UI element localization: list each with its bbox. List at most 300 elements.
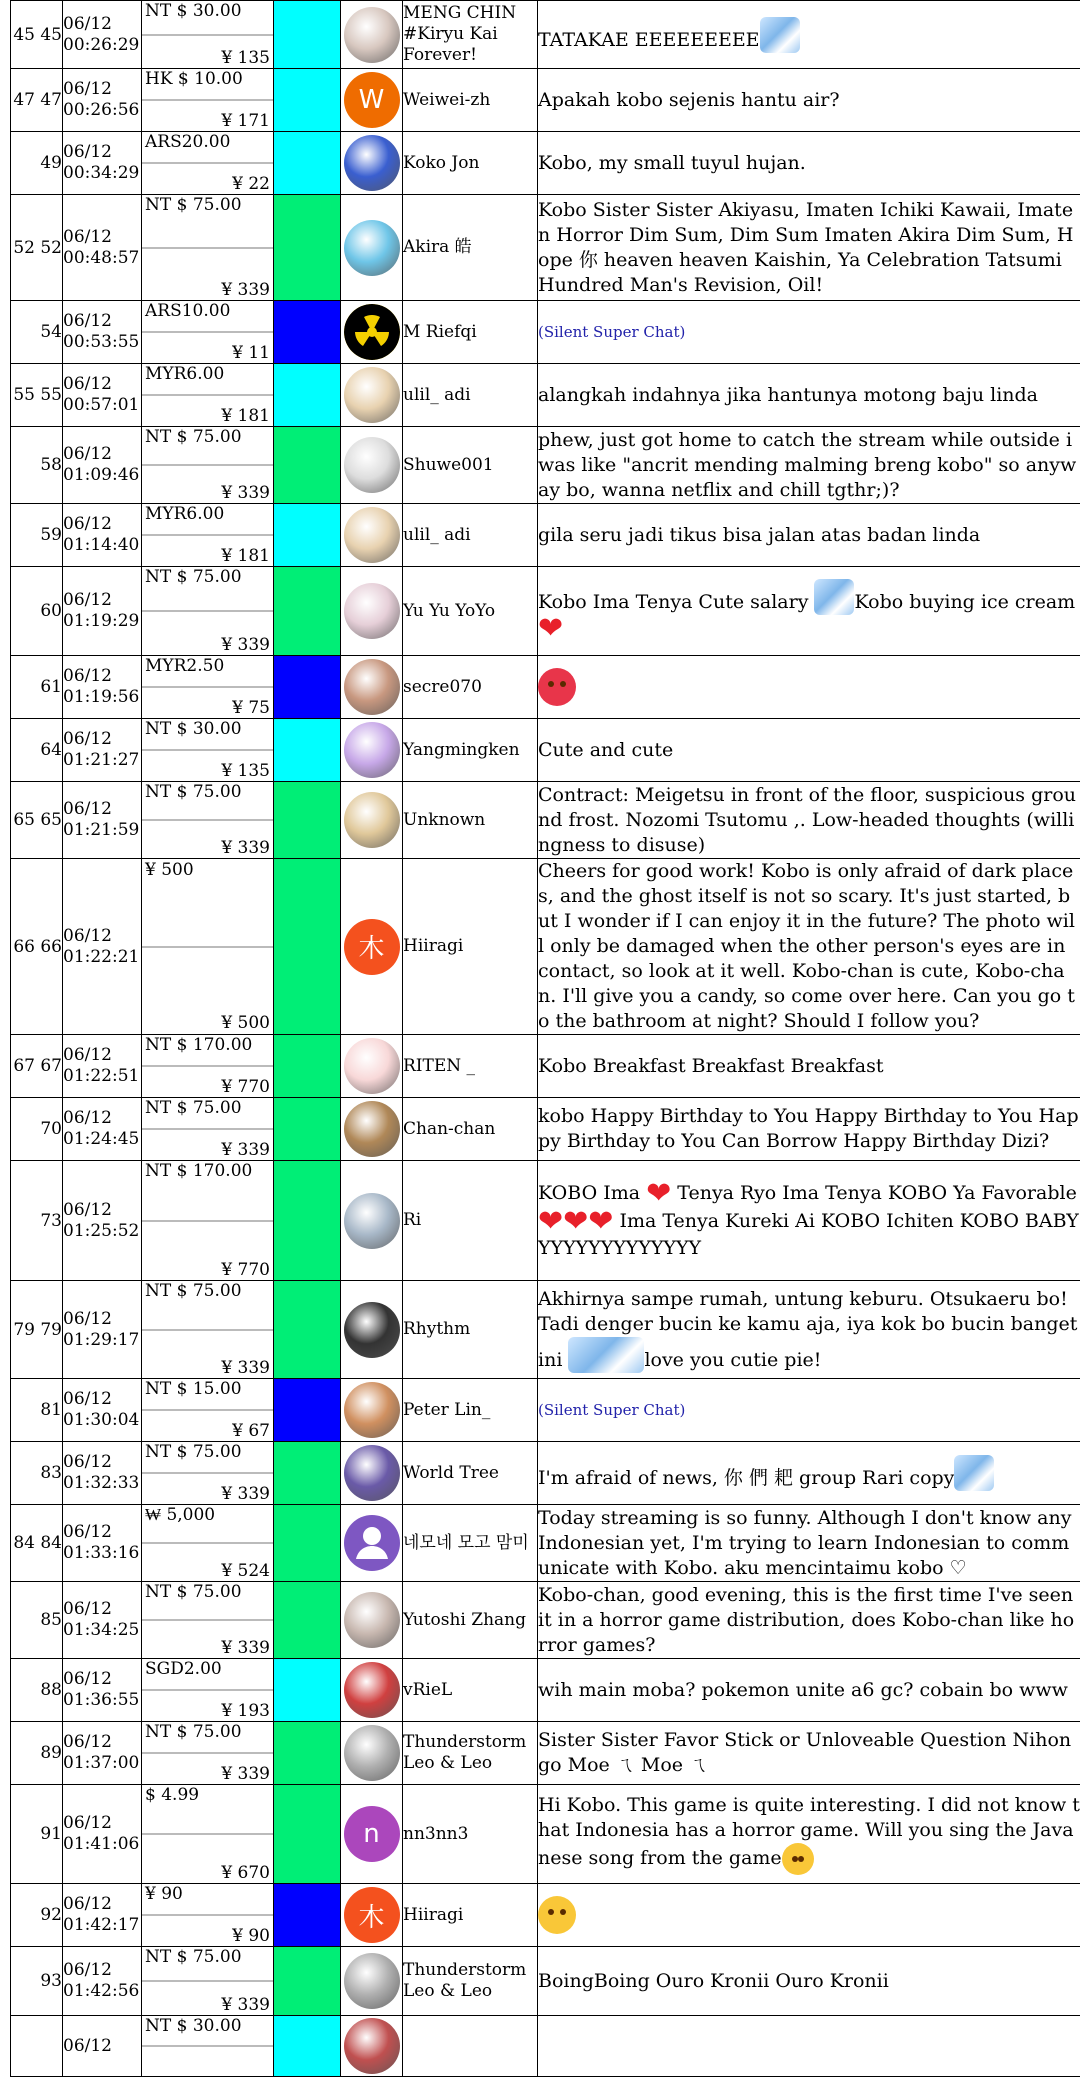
row-index: 65 65 [11, 782, 63, 859]
silent-superchat-label: (Silent Super Chat) [538, 1401, 685, 1419]
amount-cell [142, 301, 274, 364]
tier-color-cell [274, 1785, 341, 1884]
avatar-cell [341, 1, 403, 69]
superchat-row [11, 859, 1080, 1035]
message-cell [538, 656, 1080, 719]
yen-amount: ¥ 339 [142, 466, 273, 503]
message-cell [538, 1722, 1080, 1785]
photo-avatar-icon[interactable] [344, 1302, 400, 1358]
avatar-cell [341, 1947, 403, 2016]
superchat-row [11, 1659, 1080, 1722]
yen-amount: ¥ 135 [142, 751, 273, 781]
row-index: 91 [11, 1785, 63, 1884]
avatar-cell [341, 132, 403, 195]
angry-face-emoji-icon [538, 668, 576, 706]
tier-color-cell [274, 1659, 341, 1722]
message-text-part: love you cutie pie! [644, 1349, 821, 1371]
message-text: wih main moba? pokemon unite a6 gc? cobain bo www [538, 1679, 1068, 1701]
timestamp-cell [63, 1, 142, 69]
yen-amount: ¥ 181 [142, 536, 273, 566]
message-text: Contract: Meigetsu in front of the floor, suspicious ground frost. Nozomi Tsutomu ,. Low-headed thoughts (willingness to disuse) [538, 784, 1076, 856]
message-cell [538, 1098, 1080, 1161]
amount-cell [142, 1098, 274, 1161]
yen-amount: ¥ 181 [142, 396, 273, 426]
photo-avatar-icon[interactable] [344, 1592, 400, 1648]
time: 01:21:59 [63, 820, 141, 841]
amount-cell [142, 1659, 274, 1722]
user-name: Hiiragi [403, 859, 538, 1035]
photo-avatar-icon[interactable] [344, 437, 400, 493]
user-name: vRieL [403, 1659, 538, 1722]
photo-avatar-icon[interactable] [344, 792, 400, 848]
date: 06/12 [63, 1045, 141, 1066]
amount-cell [142, 1035, 274, 1098]
superchat-row [11, 1442, 1080, 1505]
message-cell [538, 1947, 1080, 2016]
message-text-part: Kobo buying ice cream [854, 591, 1075, 613]
superchat-row [11, 1098, 1080, 1161]
time: 00:48:57 [63, 248, 141, 269]
original-amount: NT $ 75.00 [142, 567, 273, 612]
tier-color-cell [274, 1442, 341, 1505]
user-name: M Riefqi [403, 301, 538, 364]
photo-avatar-icon[interactable] [344, 1193, 400, 1249]
timestamp-cell [63, 1884, 142, 1947]
superchat-row [11, 1722, 1080, 1785]
original-amount: NT $ 75.00 [142, 782, 273, 821]
row-index: 89 [11, 1722, 63, 1785]
time: 00:34:29 [63, 163, 141, 184]
user-name: Yu Yu YoYo [403, 567, 538, 656]
amount-cell [142, 364, 274, 427]
avatar-cell [341, 719, 403, 782]
message-text: TATAKAE EEEEEEEEE [538, 29, 760, 51]
row-index: 83 [11, 1442, 63, 1505]
amount-cell [142, 1722, 274, 1785]
message-cell [538, 1884, 1080, 1947]
message-cell [538, 1442, 1080, 1505]
original-amount: NT $ 75.00 [142, 1722, 273, 1754]
row-index: 52 52 [11, 195, 63, 301]
original-amount: NT $ 30.00 [142, 719, 273, 751]
message-cell [538, 1281, 1080, 1379]
row-index: 88 [11, 1659, 63, 1722]
person-avatar-icon[interactable] [344, 1515, 400, 1571]
original-amount: ₩ 5,000 [142, 1505, 273, 1544]
photo-avatar-icon[interactable] [344, 507, 400, 563]
superchat-row [11, 719, 1080, 782]
superchat-row [11, 69, 1080, 132]
yen-amount: ¥ 339 [142, 1130, 273, 1160]
photo-avatar-icon[interactable] [344, 1382, 400, 1438]
user-name: Ri [403, 1161, 538, 1281]
timestamp-cell [63, 427, 142, 504]
original-amount: HK $ 10.00 [142, 69, 273, 101]
avatar-cell [341, 1582, 403, 1659]
user-name: Thunderstorm Leo & Leo [403, 1722, 538, 1785]
avatar-cell [341, 859, 403, 1035]
yen-amount: ¥ 193 [142, 1691, 273, 1721]
timestamp-cell [63, 1161, 142, 1281]
timestamp-cell [63, 656, 142, 719]
tier-color-cell [274, 69, 341, 132]
message-cell [538, 567, 1080, 656]
avatar-cell [341, 1098, 403, 1161]
yen-amount: ¥ 524 [142, 1544, 273, 1581]
photo-avatar-icon[interactable] [344, 2018, 400, 2074]
radiation-icon[interactable] [344, 304, 400, 360]
original-amount: NT $ 75.00 [142, 1442, 273, 1474]
tier-color-cell [274, 859, 341, 1035]
message-text: alangkah indahnya jika hantunya motong baju linda [538, 384, 1038, 406]
tier-color-cell [274, 1281, 341, 1379]
user-name: secre070 [403, 656, 538, 719]
photo-avatar-icon[interactable] [344, 135, 400, 191]
row-index: 55 55 [11, 364, 63, 427]
time: 01:22:21 [63, 947, 141, 968]
yen-amount: ¥ 670 [142, 1835, 273, 1883]
message-text: Kobo, my small tuyul hujan. [538, 152, 806, 174]
laughing-face-emoji-icon [782, 1843, 814, 1875]
time: 01:09:46 [63, 465, 141, 486]
timestamp-cell [63, 1035, 142, 1098]
sticker-emote-icon [954, 1455, 994, 1491]
row-index: 70 [11, 1098, 63, 1161]
amount-cell [142, 1785, 274, 1884]
avatar-letter[interactable]: 木 [344, 1887, 400, 1943]
message-text: Akhirnya sampe rumah, untung keburu. Otsukaeru bo! Tadi denger bucin ke kamu aja, iya kok bo bucin banget ini [538, 1288, 1077, 1371]
message-cell [538, 1505, 1080, 1582]
avatar-letter[interactable]: n [344, 1806, 400, 1862]
tier-color-cell [274, 364, 341, 427]
original-amount: NT $ 30.00 [142, 2016, 273, 2047]
avatar-letter[interactable]: W [344, 72, 400, 128]
yen-amount: ¥ 339 [142, 612, 273, 655]
timestamp-cell [63, 1722, 142, 1785]
message-cell [538, 364, 1080, 427]
timestamp-cell [63, 195, 142, 301]
time: 01:42:56 [63, 1981, 141, 2002]
message-cell [538, 1582, 1080, 1659]
message-cell [538, 782, 1080, 859]
tier-color-cell [274, 2016, 341, 2077]
superchat-row [11, 364, 1080, 427]
user-name: Rhythm [403, 1281, 538, 1379]
tier-color-cell [274, 1379, 341, 1442]
user-name: ulil_ adi [403, 364, 538, 427]
message-cell [538, 1, 1080, 69]
yen-amount: ¥ 22 [142, 164, 273, 194]
message-text: Kobo Sister Sister Akiyasu, Imaten Ichiki Kawaii, Imaten Horror Dim Sum, Dim Sum Imaten Akira Dim Sum, Hope 你 heaven heaven Kaishin, Ya Celebration Tatsumi Hundred Man's Revision, Oil! [538, 199, 1073, 296]
avatar-cell [341, 1505, 403, 1582]
avatar-cell [341, 1722, 403, 1785]
superchat-row [11, 1582, 1080, 1659]
yen-amount: ¥ 339 [142, 821, 273, 858]
message-cell [538, 69, 1080, 132]
photo-avatar-icon[interactable] [344, 220, 400, 276]
time: 00:57:01 [63, 395, 141, 416]
date: 06/12 [63, 1200, 141, 1221]
message-cell [538, 1659, 1080, 1722]
date: 06/12 [63, 2036, 141, 2057]
avatar-cell [341, 1161, 403, 1281]
time: 01:42:17 [63, 1915, 141, 1936]
user-name: Chan-chan [403, 1098, 538, 1161]
timestamp-cell [63, 1442, 142, 1505]
tier-color-cell [274, 1098, 341, 1161]
photo-avatar-icon[interactable] [344, 1038, 400, 1094]
message-text: Apakah kobo sejenis hantu air? [538, 89, 840, 111]
amount-cell [142, 1379, 274, 1442]
superchat-table [10, 0, 1080, 2077]
sticker-emote-icon [760, 17, 800, 53]
avatar-cell [341, 301, 403, 364]
timestamp-cell [63, 364, 142, 427]
heart-emoji-icon: ❤ [563, 1208, 588, 1236]
message-cell [538, 1785, 1080, 1884]
original-amount: ¥ 500 [142, 860, 273, 948]
time: 01:22:51 [63, 1066, 141, 1087]
amount-cell [142, 69, 274, 132]
avatar-cell [341, 567, 403, 656]
message-text: Sister Sister Favor Stick or Unloveable Question Nihongo Moe ㄟ Moe ㄟ [538, 1729, 1071, 1776]
date: 06/12 [63, 227, 141, 248]
tier-color-cell [274, 719, 341, 782]
superchat-row [11, 504, 1080, 567]
user-name: 네모네 모고 맘미 [403, 1505, 538, 1582]
superchat-row [11, 1947, 1080, 2016]
avatar-cell [341, 427, 403, 504]
avatar-cell [341, 1035, 403, 1098]
message-text: Cheers for good work! Kobo is only afraid of dark places, and the ghost itself is not so scary. It's just started, but I wonder if I can enjoy it in the future? The photo will only be damaged when the other person's eyes are in contact, so look at it well. Kobo-chan is cute, Kobo-chan. I'll give you a candy, so come over here. Can you go to the bathroom at night? Should I follow you? [538, 860, 1075, 1032]
sticker-emote-icon [568, 1337, 644, 1373]
timestamp-cell [63, 2016, 142, 2077]
row-index: 60 [11, 567, 63, 656]
amount-cell [142, 504, 274, 567]
timestamp-cell [63, 859, 142, 1035]
timestamp-cell [63, 719, 142, 782]
amount-cell [142, 1947, 274, 2016]
user-name: World Tree [403, 1442, 538, 1505]
time: 00:26:29 [63, 35, 141, 56]
tier-color-cell [274, 1035, 341, 1098]
timestamp-cell [63, 1582, 142, 1659]
avatar-cell [341, 1884, 403, 1947]
superchat-row [11, 427, 1080, 504]
date: 06/12 [63, 1599, 141, 1620]
avatar-cell [341, 364, 403, 427]
avatar-cell [341, 1785, 403, 1884]
message-text: phew, just got home to catch the stream while outside i was like "ancrit mending malming breng kobo" so anyway bo, wanna netflix and chill tgthr;)? [538, 429, 1076, 501]
date: 06/12 [63, 1522, 141, 1543]
user-name: Unknown [403, 782, 538, 859]
superchat-row [11, 1161, 1080, 1281]
original-amount: NT $ 75.00 [142, 195, 273, 249]
message-text: Kobo Ima Tenya Cute salary [538, 591, 814, 613]
user-name [403, 2016, 538, 2077]
photo-avatar-icon[interactable] [344, 722, 400, 778]
amount-cell [142, 1281, 274, 1379]
yen-amount: ¥ 770 [142, 1067, 273, 1097]
photo-avatar-icon[interactable] [344, 367, 400, 423]
message-text: kobo Happy Birthday to You Happy Birthday to You Happy Birthday to You Can Borrow Happy Birthday Dizi? [538, 1105, 1079, 1152]
date: 06/12 [63, 729, 141, 750]
silent-superchat-label: (Silent Super Chat) [538, 323, 685, 341]
photo-avatar-icon[interactable] [344, 1101, 400, 1157]
row-index: 79 79 [11, 1281, 63, 1379]
user-name: Hiiragi [403, 1884, 538, 1947]
time: 01:36:55 [63, 1690, 141, 1711]
photo-avatar-icon[interactable] [344, 1725, 400, 1781]
date: 06/12 [63, 926, 141, 947]
tier-color-cell [274, 1505, 341, 1582]
user-name: Yutoshi Zhang [403, 1582, 538, 1659]
message-text-part: Ima Tenya Kureki Ai KOBO Ichiten KOBO BABYYYYYYYYYYYYYY [538, 1210, 1079, 1259]
tier-color-cell [274, 656, 341, 719]
amount-cell [142, 1505, 274, 1582]
original-amount: ARS20.00 [142, 132, 273, 164]
message-text: Kobo Breakfast Breakfast Breakfast [538, 1055, 883, 1077]
timestamp-cell [63, 1785, 142, 1884]
time: 01:29:17 [63, 1330, 141, 1351]
message-cell [538, 195, 1080, 301]
original-amount: ¥ 90 [142, 1884, 273, 1916]
yen-amount: ¥ 67 [142, 1411, 273, 1441]
user-name: Akira 皓 [403, 195, 538, 301]
message-cell [538, 1161, 1080, 1281]
original-amount: NT $ 75.00 [142, 1947, 273, 1982]
row-index: 84 84 [11, 1505, 63, 1582]
message-text: Hi Kobo. This game is quite interesting. I did not know that Indonesia has a horror game. Will you sing the Javanese song from the game [538, 1794, 1080, 1869]
row-index: 54 [11, 301, 63, 364]
date: 06/12 [63, 14, 141, 35]
avatar-cell [341, 2016, 403, 2077]
superchat-row [11, 1884, 1080, 1947]
message-text: I'm afraid of news, 你 們 耙 group Rari copy [538, 1467, 954, 1489]
message-cell [538, 427, 1080, 504]
amount-cell [142, 719, 274, 782]
date: 06/12 [63, 1894, 141, 1915]
photo-avatar-icon[interactable] [344, 1445, 400, 1501]
timestamp-cell [63, 504, 142, 567]
heart-emoji-icon: ❤ [646, 1180, 671, 1208]
original-amount: MYR6.00 [142, 364, 273, 396]
original-amount: ARS10.00 [142, 301, 273, 333]
superchat-row [11, 782, 1080, 859]
photo-avatar-icon[interactable] [344, 659, 400, 715]
date: 06/12 [63, 1732, 141, 1753]
date: 06/12 [63, 1669, 141, 1690]
avatar-cell [341, 504, 403, 567]
tier-color-cell [274, 1, 341, 69]
yen-amount: ¥ 500 [142, 948, 273, 1034]
message-cell [538, 301, 1080, 364]
superchat-row [11, 1505, 1080, 1582]
message-cell [538, 859, 1080, 1035]
amount-cell [142, 567, 274, 656]
row-index: 45 45 [11, 1, 63, 69]
tier-color-cell [274, 301, 341, 364]
timestamp-cell [63, 782, 142, 859]
original-amount: NT $ 170.00 [142, 1035, 273, 1067]
timestamp-cell [63, 1505, 142, 1582]
original-amount: MYR6.00 [142, 504, 273, 536]
time: 01:14:40 [63, 535, 141, 556]
avatar-cell [341, 1442, 403, 1505]
timestamp-cell [63, 1379, 142, 1442]
original-amount: NT $ 75.00 [142, 1098, 273, 1130]
superchat-row [11, 2016, 1080, 2077]
superchat-row [11, 1785, 1080, 1884]
superchat-row [11, 656, 1080, 719]
user-name: nn3nn3 [403, 1785, 538, 1884]
superchat-row [11, 301, 1080, 364]
message-cell [538, 1379, 1080, 1442]
avatar-cell [341, 656, 403, 719]
amount-cell [142, 782, 274, 859]
photo-avatar-icon[interactable] [344, 7, 400, 63]
superchat-row [11, 1281, 1080, 1379]
tier-color-cell [274, 1161, 341, 1281]
photo-avatar-icon[interactable] [344, 1953, 400, 2009]
avatar-letter[interactable]: 木 [344, 919, 400, 975]
tier-color-cell [274, 132, 341, 195]
message-cell [538, 1035, 1080, 1098]
avatar-cell [341, 195, 403, 301]
date: 06/12 [63, 666, 141, 687]
superchat-row [11, 567, 1080, 656]
user-name: Shuwe001 [403, 427, 538, 504]
time: 01:32:33 [63, 1473, 141, 1494]
row-index [11, 2016, 63, 2077]
time: 01:33:16 [63, 1543, 141, 1564]
date: 06/12 [63, 1813, 141, 1834]
yen-amount: ¥ 75 [142, 688, 273, 718]
tier-color-cell [274, 1947, 341, 2016]
original-amount: NT $ 15.00 [142, 1379, 273, 1411]
message-cell [538, 2016, 1080, 2077]
timestamp-cell [63, 567, 142, 656]
row-index: 93 [11, 1947, 63, 2016]
user-name: Thunderstorm Leo & Leo [403, 1947, 538, 2016]
row-index: 92 [11, 1884, 63, 1947]
user-name: Yangmingken [403, 719, 538, 782]
yen-amount: ¥ 135 [142, 36, 273, 69]
message-cell [538, 719, 1080, 782]
row-index: 61 [11, 656, 63, 719]
yen-amount: ¥ 11 [142, 333, 273, 363]
photo-avatar-icon[interactable] [344, 1662, 400, 1718]
avatar-cell [341, 1281, 403, 1379]
superchat-row [11, 1379, 1080, 1442]
user-name: Koko Jon [403, 132, 538, 195]
amount-cell [142, 1442, 274, 1505]
date: 06/12 [63, 514, 141, 535]
yen-amount: ¥ 339 [142, 1754, 273, 1784]
date: 06/12 [63, 1960, 141, 1981]
amount-cell [142, 1582, 274, 1659]
amount-cell [142, 1161, 274, 1281]
user-name: Peter Lin_ [403, 1379, 538, 1442]
timestamp-cell [63, 1659, 142, 1722]
sticker-emote-icon [814, 579, 854, 615]
timestamp-cell [63, 1281, 142, 1379]
time: 01:21:27 [63, 750, 141, 771]
yen-amount [142, 2047, 273, 2076]
photo-avatar-icon[interactable] [344, 583, 400, 639]
tier-color-cell [274, 1722, 341, 1785]
original-amount: NT $ 75.00 [142, 427, 273, 466]
